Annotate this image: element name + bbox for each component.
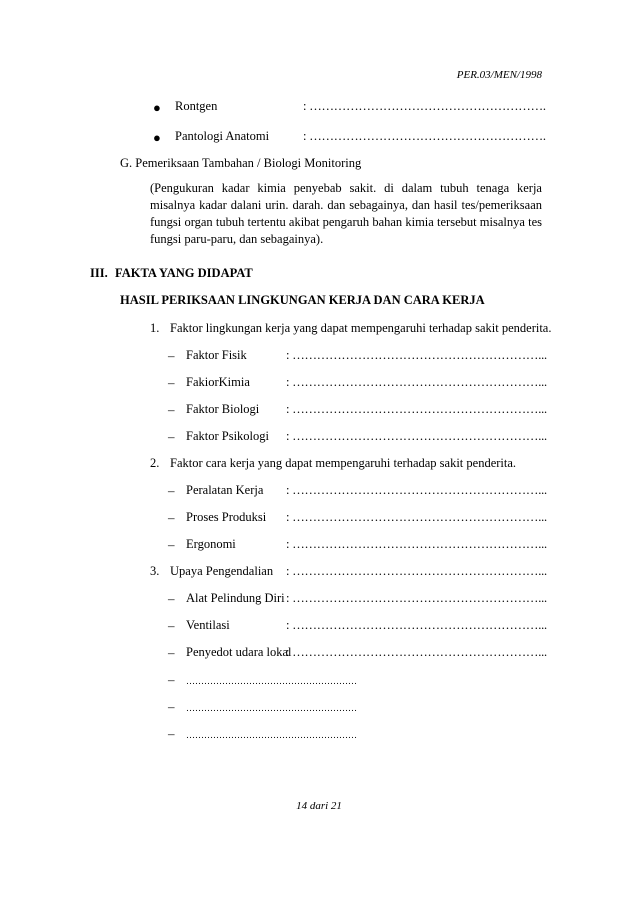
blank-line: ………………………………………………… bbox=[186, 730, 357, 740]
dash-icon: – bbox=[168, 618, 175, 633]
field-label-proses-produksi: Proses Produksi bbox=[186, 510, 267, 524]
item-3-number: 3. bbox=[150, 564, 160, 578]
field-label-alat-pelindung-diri: Alat Pelindung Diri bbox=[186, 591, 285, 605]
field-value-proses-produksi: : ……………………………………………………... bbox=[286, 510, 547, 524]
dash-icon: – bbox=[168, 537, 175, 552]
field-label-faktor-kimia: FakiorKimia bbox=[186, 375, 250, 389]
dash-icon: – bbox=[168, 402, 175, 417]
field-value-faktor-fisik: : ……………………………………………………... bbox=[286, 348, 547, 362]
blank-line: ………………………………………………… bbox=[186, 703, 357, 713]
item-2-text: Faktor cara kerja yang dapat mempengaruhi terhadap sakit penderita. bbox=[170, 456, 517, 470]
field-value-alat-pelindung-diri: : ……………………………………………………... bbox=[286, 591, 547, 605]
dash-icon: – bbox=[168, 591, 175, 606]
dash-icon: – bbox=[168, 645, 175, 660]
bullet-icon: ● bbox=[153, 130, 161, 145]
blank-line: ………………………………………………… bbox=[186, 676, 357, 686]
section-iii-subtitle: HASIL PERIKSAAN LINGKUNGAN KERJA DAN CARA KERJA bbox=[120, 293, 485, 307]
dash-icon: – bbox=[168, 699, 175, 714]
item-1-text: Faktor lingkungan kerja yang dapat mempengaruhi terhadap sakit penderita. bbox=[170, 321, 552, 335]
field-label-peralatan-kerja: Peralatan Kerja bbox=[186, 483, 264, 497]
field-label-pantologi: Pantologi Anatomi bbox=[175, 129, 270, 143]
dash-icon: – bbox=[168, 348, 175, 363]
field-value-upaya-pengendalian: : ……………………………………………………... bbox=[286, 564, 547, 578]
field-label-ventilasi: Ventilasi bbox=[186, 618, 230, 632]
section-iii-numeral: III. bbox=[90, 266, 108, 280]
field-label-rontgen: Rontgen bbox=[175, 99, 218, 113]
field-value-peralatan-kerja: : ……………………………………………………... bbox=[286, 483, 547, 497]
field-value-faktor-kimia: : ……………………………………………………... bbox=[286, 375, 547, 389]
field-value-faktor-psikologi: : ……………………………………………………... bbox=[286, 429, 547, 443]
dash-icon: – bbox=[168, 375, 175, 390]
section-iii-title: FAKTA YANG DIDAPAT bbox=[115, 266, 253, 280]
dash-icon: – bbox=[168, 726, 175, 741]
dash-icon: – bbox=[168, 483, 175, 498]
item-2-number: 2. bbox=[150, 456, 160, 470]
field-label-faktor-psikologi: Faktor Psikologi bbox=[186, 429, 269, 443]
section-g-paragraph: (Pengukuran kadar kimia penyebab sakit. di dalam tubuh tenaga kerja misalnya kadar dalani urin. darah. dan sebagainya, dan hasil tes/pemeriksaan fungsi organ tubuh tertentu akibat pengaruh bahan kimia tersebut misalnya tes fungsi paru-paru, dan sebagainya). bbox=[150, 181, 542, 246]
item-1-number: 1. bbox=[150, 321, 160, 335]
dash-icon: – bbox=[168, 510, 175, 525]
section-g-heading: G. Pemeriksaan Tambahan / Biologi Monitoring bbox=[120, 156, 362, 170]
field-label-ergonomi: Ergonomi bbox=[186, 537, 236, 551]
field-value-penyedot-udara-lokal: : ……………………………………………………... bbox=[286, 645, 547, 659]
field-value-rontgen: : …………………………………………………. bbox=[303, 99, 546, 113]
field-value-ventilasi: : ……………………………………………………... bbox=[286, 618, 547, 632]
document-reference: PER.03/MEN/1998 bbox=[456, 69, 542, 81]
dash-icon: – bbox=[168, 429, 175, 444]
field-label-faktor-fisik: Faktor Fisik bbox=[186, 348, 247, 362]
bullet-icon: ● bbox=[153, 100, 161, 115]
field-value-pantologi: : …………………………………………………. bbox=[303, 129, 546, 143]
field-label-faktor-biologi: Faktor Biologi bbox=[186, 402, 260, 416]
field-label-penyedot-udara-lokal: Penyedot udara lokal bbox=[186, 645, 292, 659]
field-value-ergonomi: : ……………………………………………………... bbox=[286, 537, 547, 551]
field-value-faktor-biologi: : ……………………………………………………... bbox=[286, 402, 547, 416]
page-number: 14 dari 21 bbox=[296, 800, 342, 812]
dash-icon: – bbox=[168, 672, 175, 687]
field-label-upaya-pengendalian: Upaya Pengendalian bbox=[170, 564, 274, 578]
